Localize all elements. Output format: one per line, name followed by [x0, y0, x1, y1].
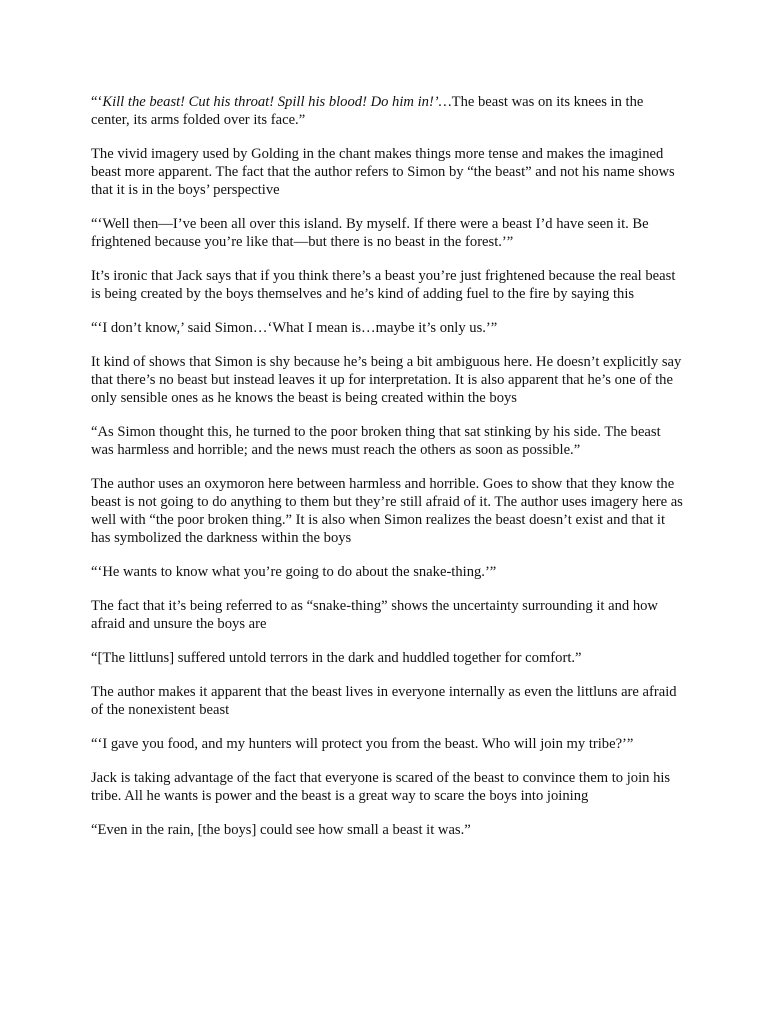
- quote-paragraph-6: “[The littluns] suffered untold terrors in the dark and huddled together for comfort.”: [91, 650, 582, 666]
- quote-open-mark: “‘: [91, 94, 103, 110]
- analysis-paragraph-7: Jack is taking advantage of the fact that everyone is scared of the beast to convince them to join his tribe. All he wants is power and the beast is a great way to scare the boys into joining: [91, 770, 671, 804]
- quote-paragraph-2: “‘Well then—I’ve been all over this island. By myself. If there were a beast I’d have seen it. Be frightened because you’re like that—but there is no beast in the forest.’”: [91, 216, 649, 250]
- analysis-paragraph-2: It’s ironic that Jack says that if you think there’s a beast you’re just frightened because the real beast is being created by the boys themselves and he’s kind of adding fuel to the fire by saying this: [91, 268, 676, 302]
- quote-paragraph-3: “‘I don’t know,’ said Simon…‘What I mean is…maybe it’s only us.’”: [91, 320, 498, 336]
- quote-paragraph-4: “As Simon thought this, he turned to the poor broken thing that sat stinking by his side. The beast was harmless and horrible; and the news must reach the others as soon as possible.”: [91, 424, 661, 458]
- quote-rest: The beast was on its knees in the center, its arms folded over its face.”: [91, 94, 644, 128]
- analysis-paragraph-5: The fact that it’s being referred to as “snake-thing” shows the uncertainty surrounding it and how afraid and unsure the boys are: [91, 598, 658, 632]
- analysis-paragraph-6: The author makes it apparent that the beast lives in everyone internally as even the littluns are afraid of the nonexistent beast: [91, 684, 677, 718]
- quote-paragraph-1: [91, 93, 685, 129]
- analysis-paragraph-3: It kind of shows that Simon is shy because he’s being a bit ambiguous here. He doesn’t explicitly say that there’s no beast but instead leaves it up for interpretation. It is also apparent that he’s one of the only sensible ones as he knows the beast is being created within the boys: [91, 354, 682, 406]
- analysis-paragraph-1: The vivid imagery used by Golding in the chant makes things more tense and makes the imagined beast more apparent. The fact that the author refers to Simon by “the beast” and not his name shows that it is in the boys’ perspective: [91, 146, 675, 198]
- quote-italic-chant: Kill the beast! Cut his throat! Spill his blood! Do him in!’…: [102, 94, 452, 110]
- analysis-paragraph-4: The author uses an oxymoron here between harmless and horrible. Goes to show that they know the beast is not going to do anything to them but they’re still afraid of it. The author uses imagery here as well with “the poor broken thing.” It is also when Simon realizes the beast doesn’t exist and that it has symbolized the darkness within the boys: [91, 476, 683, 546]
- quote-paragraph-7: “‘I gave you food, and my hunters will protect you from the beast. Who will join my tribe?’”: [91, 736, 634, 752]
- quote-paragraph-8: “Even in the rain, [the boys] could see how small a beast it was.”: [91, 822, 471, 838]
- quote-paragraph-5: “‘He wants to know what you’re going to do about the snake-thing.’”: [91, 564, 497, 580]
- document-page: [91, 93, 685, 855]
